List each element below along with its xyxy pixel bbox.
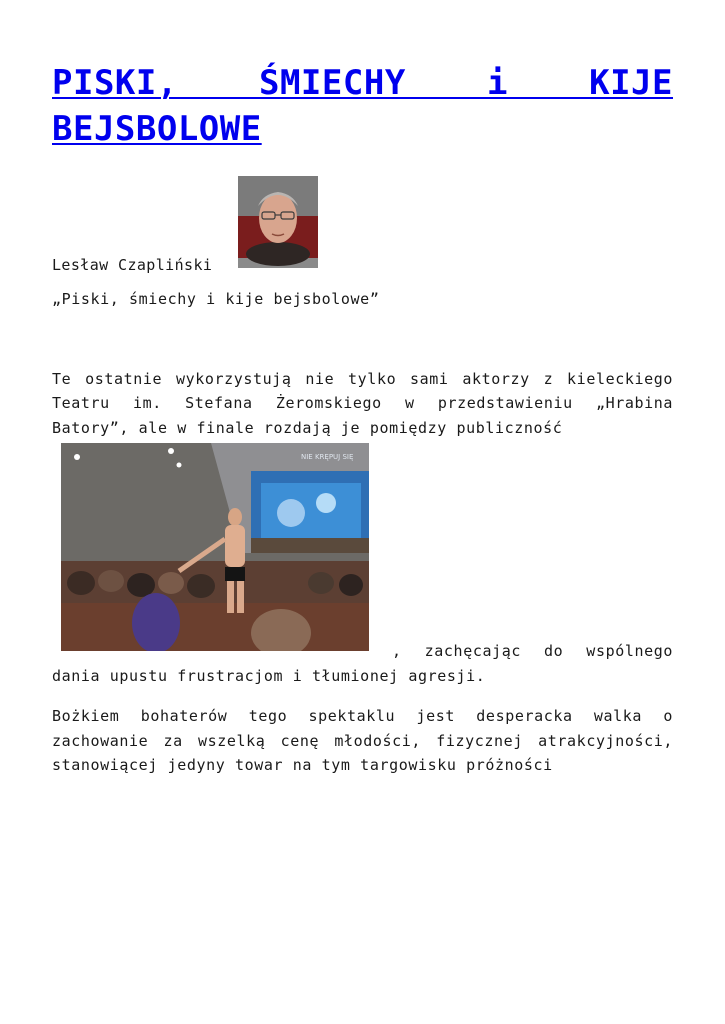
- paragraph-3: Bożkiem bohaterów tego spektaklu jest desperacka walka o zachowanie za wszelką cenę młodości, fizycznej atrakcyjności, stanowiącej jedyny towar na tym targowisku próżności: [52, 707, 673, 774]
- author-row: [52, 176, 673, 272]
- stage-banner-text: NIE KRĘPUJ SIĘ: [301, 453, 354, 461]
- author-name: Lesław Czapliński: [52, 256, 213, 274]
- paragraph-2-end: dania upustu frustracjom i tłumionej agresji.: [52, 666, 486, 685]
- article-subtitle: „Piski, śmiechy i kije bejsbolowe”: [52, 290, 380, 308]
- article: [52, 0, 673, 778]
- author-portrait-image: [238, 176, 318, 268]
- article-title-link[interactable]: PISKI, ŚMIECHY i KIJE BEJSBOLOWE: [52, 63, 673, 149]
- paragraph-1: Te ostatnie wykorzystują nie tylko sami aktorzy z kieleckiego Teatru im. Stefana Żeromskiego w przedstawieniu „Hrabina Batory”, ale w finale rozdają je pomiędzy publiczność: [52, 369, 673, 437]
- paragraph-2-start: , zachęcając do wspólnego: [392, 642, 673, 660]
- article-title: [52, 0, 673, 152]
- stage-photo-container: [52, 443, 673, 653]
- theatre-stage-photo-image: [61, 443, 369, 651]
